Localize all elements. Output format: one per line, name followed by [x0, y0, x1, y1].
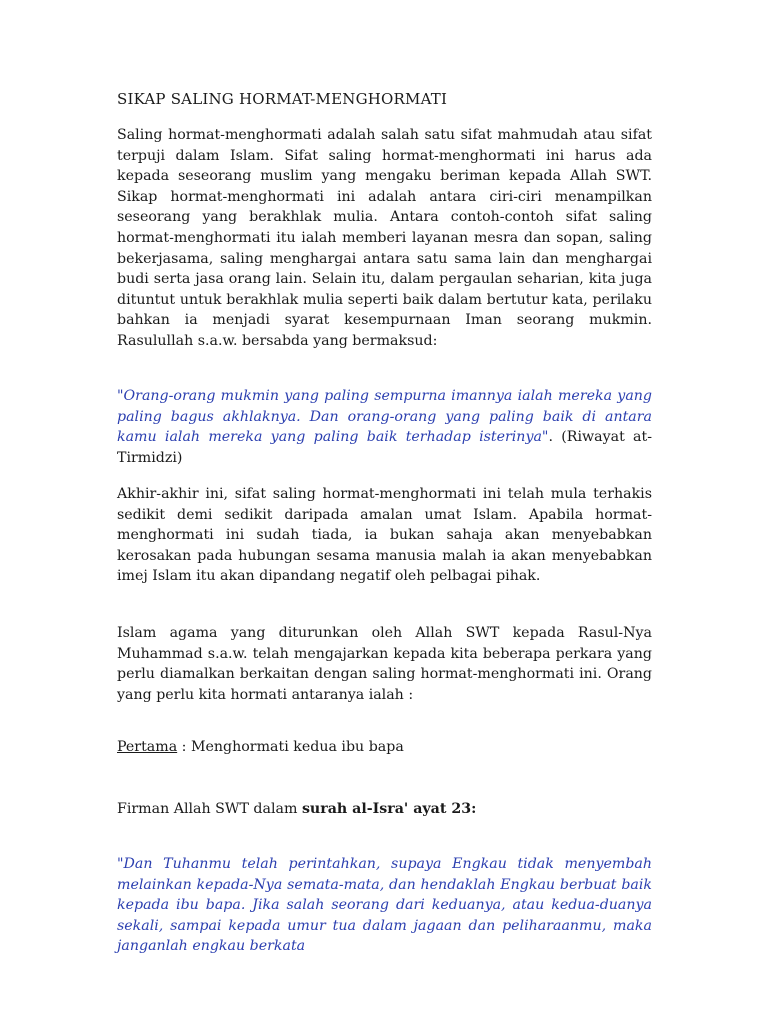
intro-paragraph: Saling hormat-menghormati adalah salah satu sifat mahmudah atau sifat terpuji dalam Islam. Sifat saling hormat-menghormati ini harus ada kepada seseorang muslim yang mengaku beriman kepada Allah SWT. Sikap hormat-menghormati ini adalah antara ciri-ciri menampilkan seseorang yang berakhlak mulia. Antara contoh-contoh sifat saling hormat-menghormati itu ialah memberi layanan mesra dan sopan, saling bekerjasama, saling menghargai antara satu sama lain dan menghargai budi serta jasa orang lain. Selain itu, dalam pergaulan seharian, kita juga dituntut untuk berakhlak mulia seperti baik dalam bertutur kata, perilaku bahkan ia menjadi syarat kesempurnaan Iman seorang mukmin. Rasulullah s.a.w. bersabda yang bermaksud:: [117, 127, 652, 349]
section-label: Pertama: [117, 739, 178, 755]
firman-intro: Firman Allah SWT dalam: [117, 801, 302, 817]
teaching-paragraph: Islam agama yang diturunkan oleh Allah SWT kepada Rasul-Nya Muhammad s.a.w. telah mengajarkan kepada kita beberapa perkara yang perlu diamalkan berkaitan dengan saling hormat-menghormati ini. Orang yang perlu kita hormati antaranya ialah :: [117, 625, 652, 703]
verse-quote: "Dan Tuhanmu telah perintahkan, supaya Engkau tidak menyembah melainkan kepada-Nya semata-mata, dan hendaklah Engkau berbuat baik kepada ibu bapa. Jika salah seorang dari keduanya, atau kedua-duanya sekali, sampai kepada umur tua dalam jagaan dan peliharaanmu, maka janganlah engkau berkata: [117, 856, 652, 955]
page-title: SIKAP SALING HORMAT-MENGHORMATI: [117, 90, 448, 108]
erosion-paragraph: Akhir-akhir ini, sifat saling hormat-menghormati ini telah mula terhakis sedikit demi sedikit daripada amalan umat Islam. Apabila hormat-menghormati ini sudah tiada, ia bukan sahaja akan menyebabkan kerosakan pada hubungan sesama manusia malah ia akan menyebabkan imej Islam itu akan dipandang negatif oleh pelbagai pihak.: [117, 486, 652, 585]
hadith-paragraph: [117, 386, 652, 468]
section-heading-text: Menghormati kedua ibu bapa: [190, 739, 404, 755]
document-page: [117, 0, 652, 1024]
section-separator: :: [177, 739, 191, 755]
hadith-source: . (Riwayat at-Tirmidzi): [117, 429, 652, 466]
firman-line: [117, 801, 476, 817]
firman-reference: surah al-Isra' ayat 23:: [301, 801, 477, 817]
hadith-quote: "Orang-orang mukmin yang paling sempurna imannya ialah mereka yang paling bagus akhlaknya. Dan orang-orang yang paling baik di antara kamu ialah mereka yang paling baik terhadap isterinya": [117, 388, 652, 446]
section-heading: [117, 739, 404, 755]
